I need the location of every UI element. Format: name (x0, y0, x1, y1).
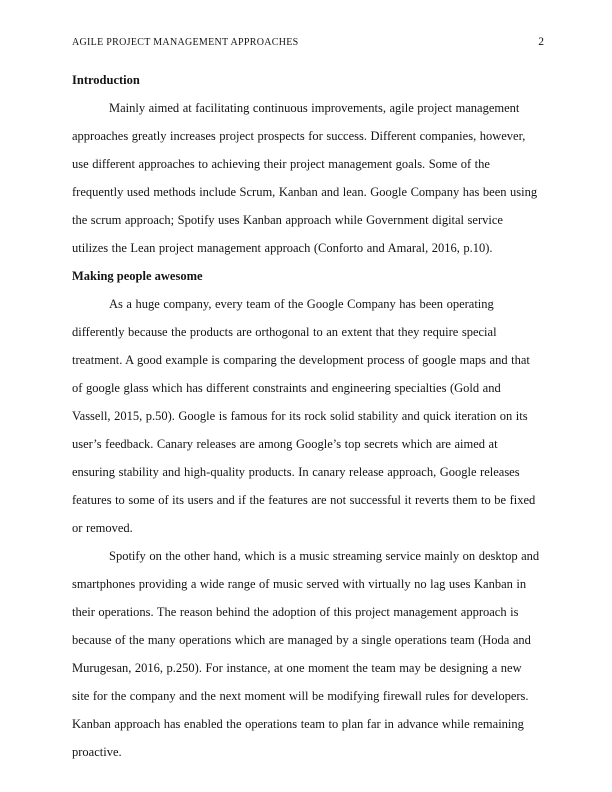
page-header (72, 36, 544, 48)
section-heading-introduction: Introduction (72, 73, 140, 87)
paragraph-introduction-1: Mainly aimed at facilitating continuous improvements, agile project management approaches greatly increases project prospects for success. Different companies, however, use different approaches to achieving their project management goals. Some of the frequently used methods include Scrum, Kanban and lean. Google Company has been using the scrum approach; Spotify uses Kanban approach while Government digital service utilizes the Lean project management approach (Conforto and Amaral, 2016, p.10). (72, 101, 538, 255)
page-number: 2 (538, 36, 544, 48)
paragraph-making-people-awesome-1: As a huge company, every team of the Google Company has been operating differently because the products are orthogonal to an extent that they require special treatment. A good example is comparing the development process of google maps and that of google glass which has different constraints and engineering specialties (Gold and Vassell, 2015, p.50). Google is famous for its rock solid stability and quick iteration on its user’s feedback. Canary releases are among Google’s top secrets which are aimed at ensuring stability and high-quality products. In canary release approach, Google releases features to some of its users and if the features are not successful it reverts them to be fixed or removed. (72, 297, 536, 535)
page-body (72, 66, 542, 766)
section-heading-making-people-awesome: Making people awesome (72, 269, 203, 283)
running-head: AGILE PROJECT MANAGEMENT APPROACHES (72, 37, 299, 48)
paragraph-making-people-awesome-2: Spotify on the other hand, which is a music streaming service mainly on desktop and smartphones providing a wide range of music served with virtually no lag uses Kanban in their operations. The reason behind the adoption of this project management approach is because of the many operations which are managed by a single operations team (Hoda and Murugesan, 2016, p.250). For instance, at one moment the team may be designing a new site for the company and the next moment will be modifying firewall rules for developers. Kanban approach has enabled the operations team to plan far in advance while remaining proactive. (72, 549, 540, 759)
